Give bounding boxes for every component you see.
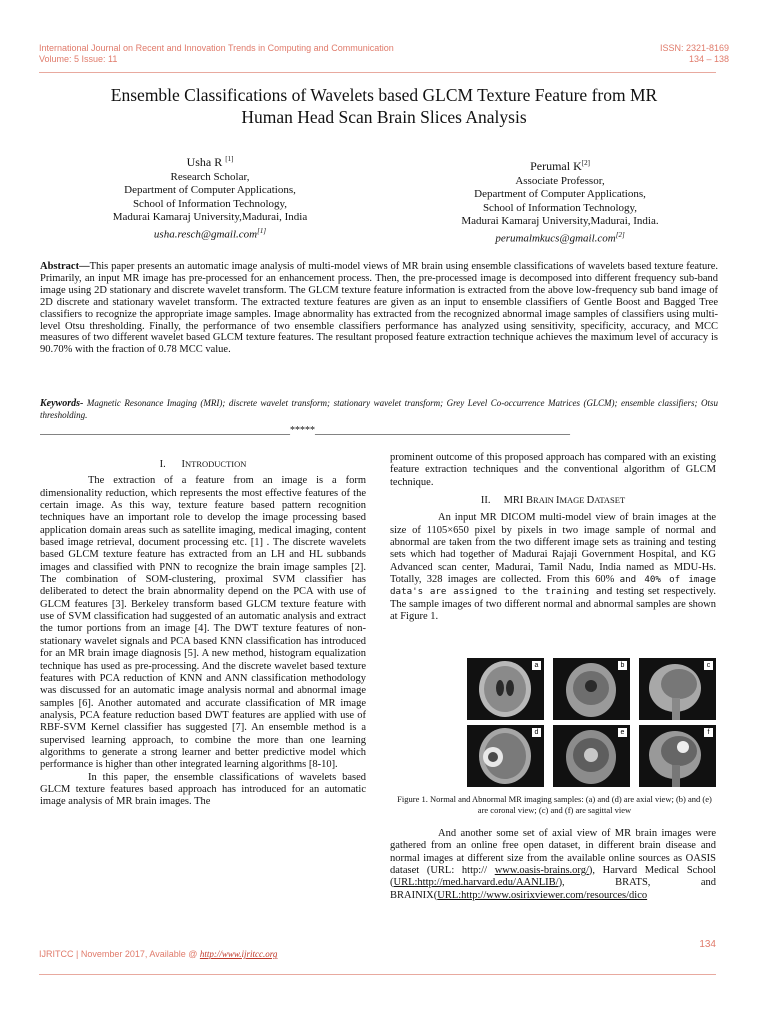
- mri-axial-normal-image: a: [467, 658, 544, 720]
- abstract: [40, 261, 718, 356]
- keywords: [40, 398, 718, 421]
- footer-rule: [39, 974, 716, 975]
- right-paragraph-0: prominent outcome of this proposed approach has compared with an existing feature extraction techniques and the conventional algorithm of GLCM technique.: [390, 452, 716, 488]
- page-range: 134 – 138: [688, 54, 729, 64]
- footer: IJRITCC | November 2017, Available @ http://www.ijritcc.org: [39, 949, 278, 959]
- mri-sagittal-abnormal-image: f: [639, 725, 716, 787]
- author-block-2: Perumal K[2] Associate Professor, Department of Computer Applications, School of Information Technology, Madurai Kamaraj University,Madurai, India. perumalmkucs@gmail.com[2]: [410, 154, 710, 246]
- figure-caption: Figure 1. Normal and Abnormal MR imaging samples: (a) and (d) are axial view; (b) and (e) are coronal view; (c) and (f) are sagittal view: [397, 794, 712, 815]
- keywords-text: Magnetic Resonance Imaging (MRI); discrete wavelet transform; stationary wavelet transform; Grey Level Co-occurrence Matrices (GLCM); ensemble classifiers; Otsu thresholding.: [40, 398, 718, 420]
- footer-link[interactable]: http://www.ijritcc.org: [199, 949, 278, 959]
- header-rule: [39, 72, 716, 73]
- journal-volume: Volume: 5 Issue: 11: [39, 54, 118, 64]
- mri-axial-abnormal-image: d: [467, 725, 544, 787]
- mri-sagittal-normal-image: c: [639, 658, 716, 720]
- journal-name: International Journal on Recent and Innovation Trends in Computing and Communication: [39, 43, 394, 53]
- abstract-text: This paper presents an automatic image analysis of multi-model views of MR brain using ensemble classifications of wavelets based texture feature. Primarily, an input MR image has pre-processed for an enhancement process. Then, the pre-processed image is decomposed into different frequency sub-band image using 2D stationary and discrete wavelet transform. The GLCM texture feature information is extracted from the above low-frequency sub band image of 2D discrete and stationary wavelet transform. The extracted texture features are given as an input to ensemble classifiers of Gentle Boost and Bagged Tree classifiers to recognize the appropriate image samples. Image abnormality has extracted from the recognized abnormal image samples of classifiers using multi-level Otsu thresholding. Finally, the performance of two ensemble classifiers performance has analyzed using sensitivity, specificity, accuracy, and MCC measures of two different wavelet based GLCM texture features. The resultant proposed feature extraction technique achieves the maximum level of accuracy is 90.70% with the fraction of 0.78 MCC value.: [40, 261, 718, 356]
- author-name: Usha R [1]: [186, 155, 234, 169]
- mri-coronal-abnormal-image: e: [553, 725, 630, 787]
- section-heading-introduction: I. INTRODUCTION: [159, 459, 247, 470]
- issn-info: [660, 43, 729, 65]
- author-email[interactable]: perumalmkucs@gmail.com[2]: [495, 230, 625, 245]
- keywords-label: Keywords-: [40, 398, 84, 409]
- left-column: [40, 458, 366, 809]
- intro-paragraph-1: The extraction of a feature from an image is a form dimensionality reduction, which represents the most effective features of the certain image. As this way, texture feature based pattern recognition techniques have an important role to develop the image processing based application domain areas such as satellite imaging, medical imaging, content based image retrieval, document processing etc. [1] . The discrete wavelets based GLCM texture feature has extracted from an LH and HL subbands images and classified with PNN to recognize the brain image samples [2]. The combination of SOM-clustering, proximal SVM classifier has deliberated to detect the brain abnormality depend on the PCA with use of GLCM features [3]. Berkeley transform based GLCM texture feature with use of SVM classification had suggested of an automatic analysis and extract the tumor portions from an image [4]. The DWT texture features of non-stationary wavelet signals and PCA based KNN classification has introduced for an MR brain image diagnosis [5]. A new method, histogram equalization technique has used as pre-processing. And the discrete wavelet based texture features with PCA reduction of KNN and ANN classification methodology was discussed for an automatic image analysis normal and abnormal image samples [6]. Another automated and accurate classification of MR image analysis, PCA feature reduction based DWT features are applied with use of RBF-SVM Kernel classifier has suggested [7]. An ensemble method is a supervised learning approach, to combine the more than one learning algorithms to generate a strong learner and better predictive model which performance is higher than other integrated learning algorithms [8-10].: [40, 475, 366, 771]
- right-column: [390, 452, 716, 623]
- figure-1: [467, 658, 717, 788]
- oasis-link[interactable]: www.oasis-brains.org/: [494, 865, 589, 877]
- section-heading-dataset: II. MRI BRAIN IMAGE DATASET: [480, 495, 626, 507]
- right-column-lower: [390, 828, 716, 902]
- author-name: Perumal K[2]: [530, 159, 590, 173]
- section-divider: __________________________________________________*****___________________________________________________: [40, 425, 570, 436]
- abstract-label: Abstract—: [40, 261, 90, 272]
- paper-title: Ensemble Classifications of Wavelets based GLCM Texture Feature from MR Human Head Scan Brain Slices Analysis: [110, 85, 658, 127]
- page-number: 134: [699, 939, 716, 950]
- mri-coronal-normal-image: b: [553, 658, 630, 720]
- author-block-1: Usha R [1] Research Scholar, Department of Computer Applications, School of Information Technology, Madurai Kamaraj University,Madurai, India usha.resch@gmail.com[1]: [60, 150, 360, 242]
- author-email[interactable]: usha.resch@gmail.com[1]: [153, 226, 267, 241]
- osirix-link[interactable]: URL:http://www.osirixviewer.com/resources/dico: [437, 889, 648, 901]
- journal-info: [39, 43, 394, 65]
- harvard-link[interactable]: URL:http://med.harvard.edu/AANLIB/: [393, 877, 559, 889]
- dataset-sources-paragraph: And another some set of axial view of MR brain images were gathered from an online free open dataset, in different brain disease and normal images at different size from the available online sources as OASIS dataset (URL: http:// www.oasis-brains.org/), Harvard Medical School (URL:http://med.harvard.edu/AANLIB/), BRATS, and BRAINIX(URL:http://www.osirixviewer.com/resources/dico: [390, 828, 717, 901]
- dataset-paragraph: An input MR DICOM multi-model view of brain images at the size of 1105×650 pixel by pixels in two image sample of normal and abnormal are taken from the two different image sets as training and testing sets which had together of Madurai Rajaji Government Hospital, and KG Advanced scan center, Madurai, Tamil Nadu, India named as MDU-Hs. Totally, 328 images are collected. From this 60% and 40% of image data's are assigned to the training and testing set respectively. The sample images of two different normal and abnormal samples are shown at Figure 1.: [390, 512, 716, 623]
- issn: ISSN: 2321-8169: [659, 43, 729, 53]
- intro-paragraph-2: In this paper, the ensemble classifications of wavelets based GLCM texture features based approach has introduced for an automatic image analysis of MR brain images. The: [40, 771, 366, 808]
